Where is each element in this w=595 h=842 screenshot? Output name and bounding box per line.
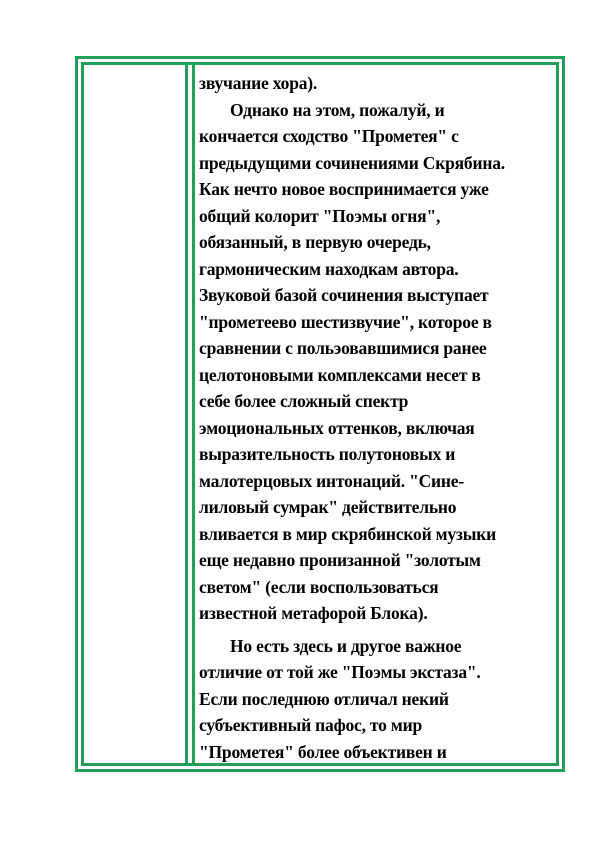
text-line: "Прометея" более объективен и bbox=[199, 741, 447, 762]
text-line: еще недавно пронизанной "золотым bbox=[199, 550, 481, 570]
text-line: звучание хора). bbox=[199, 73, 318, 93]
text-line: лиловый сумрак" действительно bbox=[199, 497, 457, 517]
text-line: себе более сложный спектр bbox=[199, 391, 409, 411]
text-line: отличие от той же "Поэмы экстаза". bbox=[199, 662, 481, 682]
text-line: сравнении с польэовавшимися ранее bbox=[199, 338, 487, 358]
text-line: Как нечто новое воспринимается уже bbox=[199, 179, 489, 199]
text-line: Однако на этом, пожалуй, и bbox=[230, 99, 445, 120]
text-line: Но есть здесь и другое важное bbox=[230, 635, 462, 656]
text-line: эмоциональных оттенков, включая bbox=[199, 417, 475, 438]
column-divider bbox=[185, 62, 195, 766]
text-line: выразительность полутоновых и bbox=[199, 444, 456, 464]
text-line: вливается в мир скрябинской музыки bbox=[199, 523, 496, 544]
text-line: Звуковой базой сочинения выступает bbox=[199, 285, 489, 305]
text-line: субъективный пафос, то мир bbox=[199, 715, 422, 735]
text-line: гармоническим находкам автора. bbox=[199, 258, 459, 279]
text-line: обязанный, в первую очередь, bbox=[199, 232, 431, 252]
text-line: светом" (если воспользоваться bbox=[199, 576, 439, 597]
text-line: "прометеево шестизвучие", которое в bbox=[199, 311, 492, 332]
text-line: известной метафорой Блока). bbox=[199, 603, 428, 623]
body-text bbox=[199, 70, 555, 765]
text-line: Если последнюю отличал некий bbox=[199, 688, 449, 709]
text-line: общий колорит "Поэмы огня", bbox=[199, 205, 441, 226]
text-line: целотоновыми комплексами несет в bbox=[199, 364, 481, 385]
text-line: предыдущими сочинениями Скрябина. bbox=[199, 152, 505, 173]
text-line: кончается сходство "Прометея" с bbox=[199, 126, 459, 146]
text-line: малотерцовых интонаций. "Сине- bbox=[199, 470, 465, 491]
